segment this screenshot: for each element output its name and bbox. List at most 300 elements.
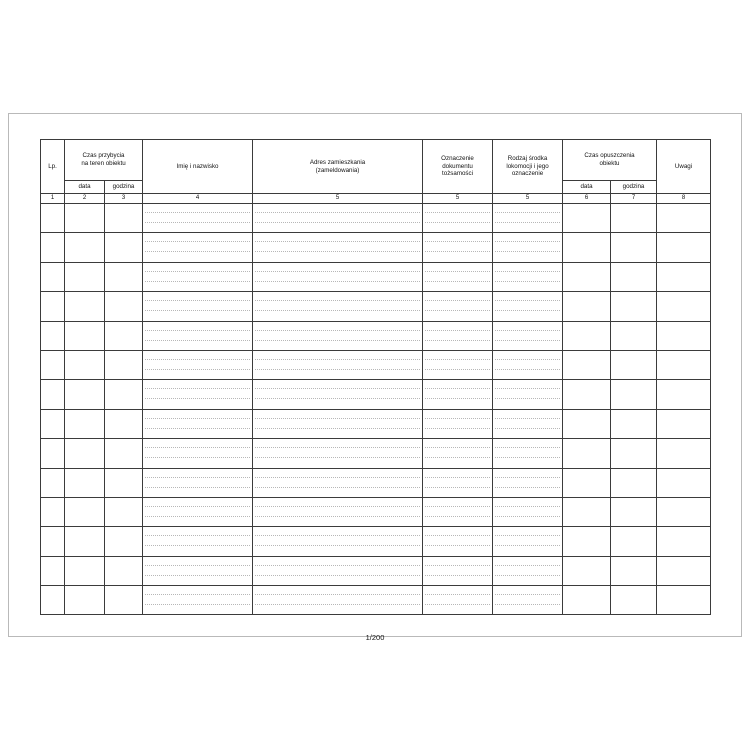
writing-guide-line	[255, 535, 420, 536]
writing-guide-line	[255, 340, 420, 341]
writing-guide-line	[255, 271, 420, 272]
table-cell[interactable]	[105, 556, 143, 585]
writing-guide-line	[255, 575, 420, 576]
writing-guide-line	[495, 477, 560, 478]
writing-guide-line	[425, 369, 490, 370]
writing-guide-line	[495, 300, 560, 301]
table-cell[interactable]	[143, 586, 253, 615]
table-cell[interactable]	[143, 439, 253, 468]
header-arrival-group	[65, 140, 143, 181]
writing-guide-line	[495, 369, 560, 370]
table-cell[interactable]	[41, 439, 65, 468]
table-cell[interactable]	[611, 586, 657, 615]
table-cell[interactable]	[143, 233, 253, 262]
table-cell[interactable]	[65, 468, 105, 497]
table-cell[interactable]	[423, 321, 493, 350]
writing-guide-line	[425, 487, 490, 488]
writing-guide-line	[495, 388, 560, 389]
writing-guide-line	[145, 359, 250, 360]
table-cell[interactable]	[611, 204, 657, 233]
writing-guide-line	[495, 506, 560, 507]
table-cell[interactable]	[41, 527, 65, 556]
table-cell[interactable]	[41, 292, 65, 321]
table-cell[interactable]	[563, 497, 611, 526]
colnum-7: 5	[493, 194, 563, 204]
table-cell[interactable]	[253, 468, 423, 497]
writing-guide-line	[145, 545, 250, 546]
header-arrival-date: data	[65, 181, 105, 194]
writing-guide-line	[425, 535, 490, 536]
table-cell[interactable]	[105, 262, 143, 291]
writing-guide-line	[495, 281, 560, 282]
writing-guide-line	[145, 271, 250, 272]
colnum-3: 3	[105, 194, 143, 204]
table-row[interactable]	[41, 409, 711, 438]
writing-guide-line	[255, 447, 420, 448]
table-cell[interactable]	[493, 350, 563, 379]
writing-guide-line	[255, 398, 420, 399]
table-cell[interactable]	[41, 204, 65, 233]
writing-guide-line	[495, 251, 560, 252]
table-cell[interactable]	[41, 497, 65, 526]
table-cell[interactable]	[143, 527, 253, 556]
table-cell[interactable]	[105, 292, 143, 321]
table-cell[interactable]	[253, 380, 423, 409]
table-row[interactable]	[41, 527, 711, 556]
table-cell[interactable]	[611, 262, 657, 291]
table-cell[interactable]	[657, 527, 711, 556]
table-cell[interactable]	[143, 262, 253, 291]
table-cell[interactable]	[105, 321, 143, 350]
table-cell[interactable]	[657, 233, 711, 262]
table-cell[interactable]	[65, 350, 105, 379]
writing-guide-line	[255, 241, 420, 242]
writing-guide-line	[425, 545, 490, 546]
writing-guide-line	[145, 340, 250, 341]
table-cell[interactable]	[493, 409, 563, 438]
table-cell[interactable]	[143, 204, 253, 233]
table-cell[interactable]	[423, 204, 493, 233]
writing-guide-line	[255, 418, 420, 419]
table-cell[interactable]	[563, 321, 611, 350]
table-cell[interactable]	[611, 233, 657, 262]
table-cell[interactable]	[423, 439, 493, 468]
colnum-4: 4	[143, 194, 253, 204]
header-document-line1: Oznaczenie	[441, 154, 474, 162]
writing-guide-line	[495, 222, 560, 223]
table-cell[interactable]	[105, 409, 143, 438]
table-header-row-main	[41, 140, 711, 181]
writing-guide-line	[495, 398, 560, 399]
table-cell[interactable]	[611, 292, 657, 321]
table-cell[interactable]	[143, 350, 253, 379]
page-number: 1/200	[365, 633, 385, 643]
table-row[interactable]	[41, 204, 711, 233]
table-cell[interactable]	[493, 292, 563, 321]
writing-guide-line	[425, 300, 490, 301]
writing-guide-line	[495, 310, 560, 311]
table-cell[interactable]	[657, 439, 711, 468]
colnum-9: 7	[611, 194, 657, 204]
table-cell[interactable]	[423, 262, 493, 291]
table-cell[interactable]	[41, 556, 65, 585]
writing-guide-line	[425, 418, 490, 419]
table-cell[interactable]	[563, 204, 611, 233]
writing-guide-line	[425, 359, 490, 360]
writing-guide-line	[145, 398, 250, 399]
header-address-line1: Adres zamieszkania	[309, 158, 366, 166]
table-cell[interactable]	[657, 409, 711, 438]
colnum-6: 5	[423, 194, 493, 204]
table-cell[interactable]	[611, 409, 657, 438]
writing-guide-line	[145, 565, 250, 566]
writing-guide-line	[425, 222, 490, 223]
writing-guide-line	[255, 251, 420, 252]
header-departure-group	[563, 140, 657, 181]
writing-guide-line	[425, 340, 490, 341]
writing-guide-line	[255, 330, 420, 331]
writing-guide-line	[495, 594, 560, 595]
table-cell[interactable]	[657, 292, 711, 321]
table-cell[interactable]	[563, 527, 611, 556]
writing-guide-line	[495, 535, 560, 536]
header-remarks-label: Uwagi	[674, 162, 693, 170]
header-lp	[41, 140, 65, 194]
table-cell[interactable]	[493, 497, 563, 526]
table-cell[interactable]	[105, 586, 143, 615]
writing-guide-line	[145, 300, 250, 301]
header-document-line2: dokumentu	[442, 162, 473, 170]
table-cell[interactable]	[41, 262, 65, 291]
table-row[interactable]	[41, 380, 711, 409]
table-cell[interactable]	[253, 262, 423, 291]
writing-guide-line	[425, 516, 490, 517]
writing-guide-line	[495, 545, 560, 546]
table-cell[interactable]	[105, 439, 143, 468]
header-vehicle	[493, 140, 563, 194]
writing-guide-line	[495, 447, 560, 448]
table-cell[interactable]	[253, 204, 423, 233]
table-column-number-row	[41, 194, 711, 204]
writing-guide-line	[255, 281, 420, 282]
writing-guide-line	[255, 222, 420, 223]
table-cell[interactable]	[65, 262, 105, 291]
writing-guide-line	[145, 212, 250, 213]
table-cell[interactable]	[41, 350, 65, 379]
writing-guide-line	[425, 457, 490, 458]
table-cell[interactable]	[253, 292, 423, 321]
writing-guide-line	[425, 604, 490, 605]
header-name	[143, 140, 253, 194]
table-cell[interactable]	[105, 350, 143, 379]
table-cell[interactable]	[65, 321, 105, 350]
header-document	[423, 140, 493, 194]
writing-guide-line	[425, 506, 490, 507]
table-cell[interactable]	[143, 556, 253, 585]
writing-guide-line	[145, 222, 250, 223]
table-cell[interactable]	[423, 233, 493, 262]
table-cell[interactable]	[65, 204, 105, 233]
table-row[interactable]	[41, 468, 711, 497]
table-row[interactable]	[41, 586, 711, 615]
writing-guide-line	[255, 359, 420, 360]
table-row[interactable]	[41, 262, 711, 291]
table-cell[interactable]	[253, 439, 423, 468]
writing-guide-line	[145, 604, 250, 605]
writing-guide-line	[255, 300, 420, 301]
table-cell[interactable]	[657, 556, 711, 585]
table-cell[interactable]	[143, 468, 253, 497]
writing-guide-line	[145, 487, 250, 488]
table-cell[interactable]	[493, 468, 563, 497]
table-cell[interactable]	[65, 439, 105, 468]
table-cell[interactable]	[423, 468, 493, 497]
header-vehicle-line1: Rodzaj środka	[507, 154, 548, 162]
colnum-10: 8	[657, 194, 711, 204]
table-cell[interactable]	[657, 262, 711, 291]
table-cell[interactable]	[143, 380, 253, 409]
writing-guide-line	[425, 428, 490, 429]
writing-guide-line	[145, 251, 250, 252]
writing-guide-line	[495, 428, 560, 429]
header-name-label: Imię i nazwisko	[176, 162, 219, 170]
register-body	[41, 204, 711, 615]
header-vehicle-line2: lokomocji i jego	[506, 162, 549, 170]
writing-guide-line	[495, 330, 560, 331]
header-departure-time: godzina	[611, 181, 657, 194]
table-cell[interactable]	[41, 233, 65, 262]
table-cell[interactable]	[253, 527, 423, 556]
writing-guide-line	[145, 281, 250, 282]
writing-guide-line	[425, 251, 490, 252]
writing-guide-line	[495, 516, 560, 517]
header-document-line3: tożsamości	[442, 170, 473, 178]
table-cell[interactable]	[423, 409, 493, 438]
table-cell[interactable]	[65, 527, 105, 556]
table-cell[interactable]	[105, 497, 143, 526]
writing-guide-line	[255, 212, 420, 213]
header-arrival-time: godzina	[105, 181, 143, 194]
table-cell[interactable]	[41, 586, 65, 615]
table-row[interactable]	[41, 321, 711, 350]
table-cell[interactable]	[105, 527, 143, 556]
writing-guide-line	[425, 310, 490, 311]
writing-guide-line	[425, 594, 490, 595]
writing-guide-line	[145, 457, 250, 458]
writing-guide-line	[255, 310, 420, 311]
table-cell[interactable]	[253, 350, 423, 379]
writing-guide-line	[255, 594, 420, 595]
table-cell[interactable]	[657, 321, 711, 350]
writing-guide-line	[425, 271, 490, 272]
writing-guide-line	[145, 428, 250, 429]
header-arrival-group-line1: Czas przybycia	[82, 152, 125, 160]
colnum-5: 5	[253, 194, 423, 204]
writing-guide-line	[145, 594, 250, 595]
writing-guide-line	[145, 241, 250, 242]
table-cell[interactable]	[253, 233, 423, 262]
writing-guide-line	[145, 388, 250, 389]
table-cell[interactable]	[493, 204, 563, 233]
table-cell[interactable]	[493, 321, 563, 350]
table-cell[interactable]	[611, 468, 657, 497]
table-cell[interactable]	[563, 350, 611, 379]
writing-guide-line	[425, 330, 490, 331]
writing-guide-line	[255, 388, 420, 389]
table-row[interactable]	[41, 350, 711, 379]
writing-guide-line	[255, 545, 420, 546]
writing-guide-line	[255, 506, 420, 507]
writing-guide-line	[145, 369, 250, 370]
table-cell[interactable]	[657, 380, 711, 409]
table-cell[interactable]	[563, 380, 611, 409]
table-cell[interactable]	[611, 439, 657, 468]
table-cell[interactable]	[105, 233, 143, 262]
table-cell[interactable]	[657, 350, 711, 379]
table-cell[interactable]	[65, 233, 105, 262]
writing-guide-line	[255, 487, 420, 488]
table-cell[interactable]	[657, 468, 711, 497]
writing-guide-line	[425, 447, 490, 448]
writing-guide-line	[145, 535, 250, 536]
table-cell[interactable]	[657, 586, 711, 615]
table-cell[interactable]	[493, 556, 563, 585]
table-cell[interactable]	[65, 586, 105, 615]
table-cell[interactable]	[253, 321, 423, 350]
writing-guide-line	[495, 212, 560, 213]
table-row[interactable]	[41, 292, 711, 321]
writing-guide-line	[145, 477, 250, 478]
writing-guide-line	[495, 565, 560, 566]
table-cell[interactable]	[253, 586, 423, 615]
table-cell[interactable]	[65, 556, 105, 585]
table-cell[interactable]	[563, 586, 611, 615]
table-cell[interactable]	[611, 321, 657, 350]
writing-guide-line	[495, 457, 560, 458]
table-cell[interactable]	[65, 409, 105, 438]
writing-guide-line	[425, 575, 490, 576]
table-cell[interactable]	[611, 350, 657, 379]
writing-guide-line	[145, 447, 250, 448]
writing-guide-line	[145, 506, 250, 507]
table-cell[interactable]	[611, 380, 657, 409]
table-cell[interactable]	[423, 586, 493, 615]
table-cell[interactable]	[423, 380, 493, 409]
table-cell[interactable]	[423, 292, 493, 321]
writing-guide-line	[425, 477, 490, 478]
table-cell[interactable]	[41, 468, 65, 497]
writing-guide-line	[495, 340, 560, 341]
table-cell[interactable]	[423, 497, 493, 526]
table-cell[interactable]	[65, 292, 105, 321]
table-cell[interactable]	[143, 409, 253, 438]
header-departure-group-line2: obiektu	[599, 160, 620, 167]
table-cell[interactable]	[493, 380, 563, 409]
writing-guide-line	[425, 241, 490, 242]
table-cell[interactable]	[563, 262, 611, 291]
header-remarks	[657, 140, 711, 194]
table-row[interactable]	[41, 556, 711, 585]
table-row[interactable]	[41, 497, 711, 526]
table-cell[interactable]	[423, 556, 493, 585]
table-cell[interactable]	[563, 439, 611, 468]
table-cell[interactable]	[65, 380, 105, 409]
table-cell[interactable]	[657, 497, 711, 526]
writing-guide-line	[495, 241, 560, 242]
table-cell[interactable]	[143, 497, 253, 526]
writing-guide-line	[145, 330, 250, 331]
table-cell[interactable]	[611, 497, 657, 526]
table-cell[interactable]	[41, 409, 65, 438]
table-cell[interactable]	[143, 321, 253, 350]
table-cell[interactable]	[563, 292, 611, 321]
table-cell[interactable]	[611, 527, 657, 556]
table-cell[interactable]	[563, 468, 611, 497]
visitor-register-table	[40, 139, 711, 615]
writing-guide-line	[495, 359, 560, 360]
writing-guide-line	[425, 281, 490, 282]
writing-guide-line	[425, 388, 490, 389]
writing-guide-line	[425, 212, 490, 213]
table-cell[interactable]	[423, 350, 493, 379]
table-row[interactable]	[41, 439, 711, 468]
writing-guide-line	[255, 457, 420, 458]
writing-guide-line	[495, 418, 560, 419]
table-cell[interactable]	[493, 233, 563, 262]
table-cell[interactable]	[423, 527, 493, 556]
writing-guide-line	[145, 310, 250, 311]
table-cell[interactable]	[143, 292, 253, 321]
header-arrival-group-line2: na teren obiektu	[81, 160, 126, 167]
writing-guide-line	[255, 428, 420, 429]
table-cell[interactable]	[253, 497, 423, 526]
writing-guide-line	[495, 575, 560, 576]
table-cell[interactable]	[493, 527, 563, 556]
table-cell[interactable]	[563, 233, 611, 262]
table-cell[interactable]	[611, 556, 657, 585]
table-cell[interactable]	[41, 380, 65, 409]
header-departure-group-line1: Czas opuszczenia	[584, 152, 635, 160]
table-cell[interactable]	[563, 409, 611, 438]
colnum-2: 2	[65, 194, 105, 204]
writing-guide-line	[495, 487, 560, 488]
table-cell[interactable]	[105, 380, 143, 409]
table-cell[interactable]	[253, 556, 423, 585]
table-cell[interactable]	[41, 321, 65, 350]
table-row[interactable]	[41, 233, 711, 262]
table-cell[interactable]	[65, 497, 105, 526]
table-cell[interactable]	[493, 439, 563, 468]
table-cell[interactable]	[105, 204, 143, 233]
writing-guide-line	[145, 575, 250, 576]
header-address	[253, 140, 423, 194]
writing-guide-line	[495, 604, 560, 605]
page-frame	[8, 113, 742, 643]
colnum-8: 6	[563, 194, 611, 204]
header-vehicle-line3: oznaczenie	[511, 170, 544, 178]
writing-guide-line	[255, 516, 420, 517]
writing-guide-line	[425, 565, 490, 566]
writing-guide-line	[255, 369, 420, 370]
table-cell[interactable]	[657, 204, 711, 233]
writing-guide-line	[255, 565, 420, 566]
table-cell[interactable]	[563, 556, 611, 585]
table-cell[interactable]	[105, 468, 143, 497]
writing-guide-line	[495, 271, 560, 272]
table-cell[interactable]	[493, 262, 563, 291]
table-cell[interactable]	[253, 409, 423, 438]
table-cell[interactable]	[493, 586, 563, 615]
